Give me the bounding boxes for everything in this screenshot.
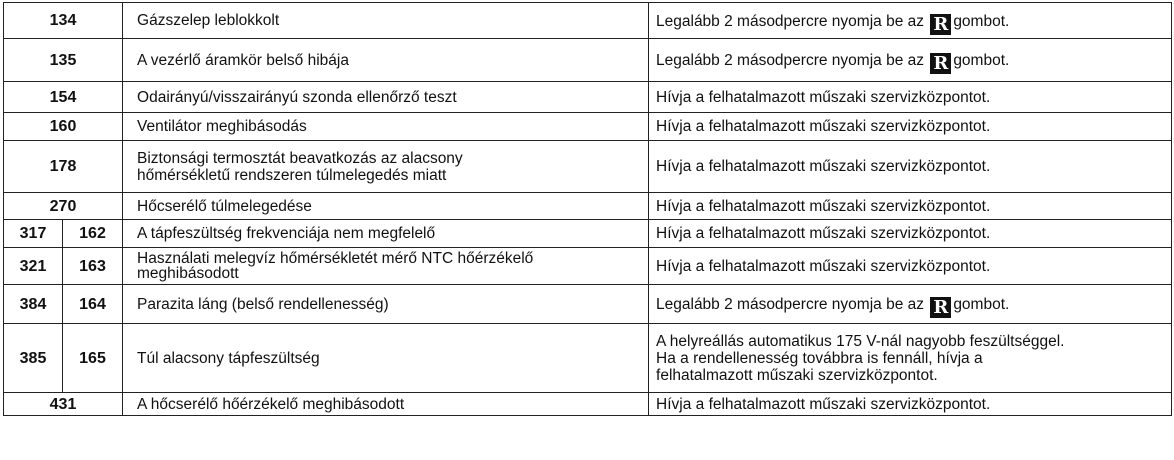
- reset-button-icon: R: [930, 14, 951, 35]
- table-row: [4, 39, 1172, 82]
- error-action: [649, 324, 1172, 393]
- description-line: Biztonsági termosztát beavatkozás az alacsony: [137, 149, 463, 167]
- error-action: Hívja a felhatalmazott műszaki szervizközpontot.: [649, 248, 1172, 285]
- error-action: Hívja a felhatalmazott műszaki szervizközpontot.: [649, 141, 1172, 193]
- error-description: Ventilátor meghibásodás: [123, 113, 649, 141]
- error-code: 317: [4, 220, 63, 248]
- table-row: [4, 248, 1172, 285]
- action-reset-suffix: gombot.: [953, 52, 1010, 69]
- table-row: [4, 113, 1172, 141]
- error-description: Parazita láng (belső rendellenesség): [123, 285, 649, 324]
- error-action: Hívja a felhatalmazott műszaki szervizközpontot.: [649, 193, 1172, 220]
- action-reset-prefix: Legalább 2 másodpercre nyomja be az: [656, 296, 924, 313]
- error-description: Hőcserélő túlmelegedése: [123, 193, 649, 220]
- error-code: 384: [4, 285, 63, 324]
- error-code: 385: [4, 324, 63, 393]
- action-line: A helyreállás automatikus 175 V-nál nagyobb feszültséggel.: [656, 332, 1065, 350]
- description-line: meghibásodott: [137, 265, 239, 282]
- action-line: Ha a rendellenesség továbbra is fennáll, hívja a: [656, 349, 983, 367]
- description-line: hőmérsékletű rendszeren túlmelegedés miatt: [137, 166, 447, 184]
- error-description: A hőcserélő hőérzékelő meghibásodott: [123, 393, 649, 416]
- action-reset-text: [656, 12, 1010, 35]
- error-code: 135: [4, 39, 123, 82]
- error-action: [649, 3, 1172, 39]
- action-reset-prefix: Legalább 2 másodpercre nyomja be az: [656, 52, 924, 69]
- error-action: Hívja a felhatalmazott műszaki szervizközpontot.: [649, 82, 1172, 113]
- error-description: Túl alacsony tápfeszültség: [123, 324, 649, 393]
- description-line: Használati melegvíz hőmérsékletét mérő NTC hőérzékelő: [137, 250, 534, 267]
- action-reset-suffix: gombot.: [953, 12, 1010, 30]
- error-action: Hívja a felhatalmazott műszaki szervizközpontot.: [649, 393, 1172, 416]
- error-code: 134: [4, 3, 123, 39]
- error-code: 154: [4, 82, 123, 113]
- error-description: A vezérlő áramkör belső hibája: [123, 39, 649, 82]
- reset-button-icon: R: [930, 297, 951, 318]
- table-row: [4, 3, 1172, 39]
- error-action: [649, 39, 1172, 82]
- reset-button-icon: R: [930, 53, 951, 74]
- table-row: [4, 220, 1172, 248]
- table-row: [4, 141, 1172, 193]
- error-code: 160: [4, 113, 123, 141]
- error-description: [123, 141, 649, 193]
- error-code: 178: [4, 141, 123, 193]
- action-reset-suffix: gombot.: [953, 296, 1010, 313]
- error-action: Hívja a felhatalmazott műszaki szervizközpontot.: [649, 113, 1172, 141]
- error-code-alt: 163: [63, 248, 123, 285]
- action-line: felhatalmazott műszaki szervizközpontot.: [656, 366, 938, 384]
- error-code-alt: 165: [63, 324, 123, 393]
- table-row: [4, 393, 1172, 416]
- action-reset-text: [656, 52, 1010, 74]
- error-description: Odairányú/visszairányú szonda ellenőrző teszt: [123, 82, 649, 113]
- error-code-alt: 162: [63, 220, 123, 248]
- error-action: Hívja a felhatalmazott műszaki szervizközpontot.: [649, 220, 1172, 248]
- error-code-table: [3, 2, 1172, 416]
- error-code: 321: [4, 248, 63, 285]
- error-description: Gázszelep leblokkolt: [123, 3, 649, 39]
- action-reset-text: [656, 296, 1010, 318]
- table-row: [4, 324, 1172, 393]
- error-description: [123, 248, 649, 285]
- table-row: [4, 285, 1172, 324]
- error-code-alt: 164: [63, 285, 123, 324]
- error-code: 431: [4, 393, 123, 416]
- table-row: [4, 193, 1172, 220]
- action-reset-prefix: Legalább 2 másodpercre nyomja be az: [656, 12, 924, 30]
- error-description: A tápfeszültség frekvenciája nem megfelelő: [123, 220, 649, 248]
- table-row: [4, 82, 1172, 113]
- error-code: 270: [4, 193, 123, 220]
- error-action: [649, 285, 1172, 324]
